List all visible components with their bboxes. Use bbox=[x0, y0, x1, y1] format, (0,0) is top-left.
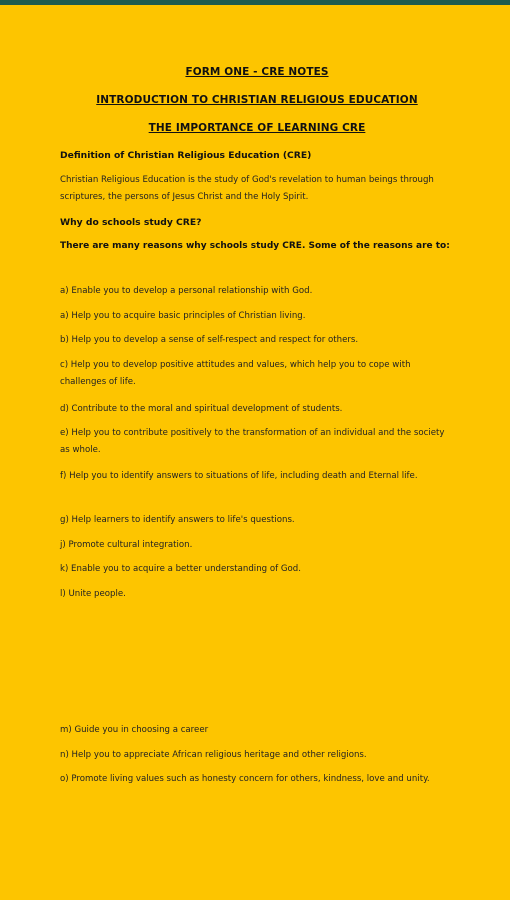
list-item: j) Promote cultural integration. bbox=[60, 540, 193, 550]
top-accent-bar bbox=[0, 0, 510, 5]
list-item: a) Enable you to develop a personal relationship with God. bbox=[60, 286, 313, 296]
list-item: n) Help you to appreciate African religious heritage and other religions. bbox=[60, 750, 367, 760]
reasons-intro: There are many reasons why schools study CRE. Some of the reasons are to: bbox=[60, 241, 450, 251]
why-heading: Why do schools study CRE? bbox=[60, 217, 202, 228]
list-item: d) Contribute to the moral and spiritual development of students. bbox=[60, 404, 343, 414]
document-title: FORM ONE - CRE NOTES bbox=[185, 66, 329, 78]
list-item: l) Unite people. bbox=[60, 589, 126, 599]
intro-heading: INTRODUCTION TO CHRISTIAN RELIGIOUS EDUCATION bbox=[96, 94, 418, 106]
list-item: g) Help learners to identify answers to life's questions. bbox=[60, 515, 295, 525]
importance-heading: THE IMPORTANCE OF LEARNING CRE bbox=[148, 122, 366, 134]
list-item: b) Help you to develop a sense of self-respect and respect for others. bbox=[60, 335, 359, 345]
list-item: f) Help you to identify answers to situations of life, including death and Eternal life. bbox=[60, 471, 418, 481]
list-item: a) Help you to acquire basic principles of Christian living. bbox=[60, 311, 306, 321]
definition-heading: Definition of Christian Religious Education (CRE) bbox=[60, 150, 312, 161]
list-item: o) Promote living values such as honesty concern for others, kindness, love and unity. bbox=[60, 774, 430, 784]
list-item: m) Guide you in choosing a career bbox=[60, 725, 209, 735]
list-item: k) Enable you to acquire a better understanding of God. bbox=[60, 564, 301, 574]
list-item: e) Help you to contribute positively to the transformation of an individual and the society as whole. bbox=[60, 428, 445, 455]
list-item: c) Help you to develop positive attitudes and values, which help you to cope with challenges of life. bbox=[60, 360, 411, 387]
definition-text: Christian Religious Education is the study of God's revelation to human beings through scriptures, the persons of Jesus Christ and the Holy Spirit. bbox=[60, 175, 434, 202]
